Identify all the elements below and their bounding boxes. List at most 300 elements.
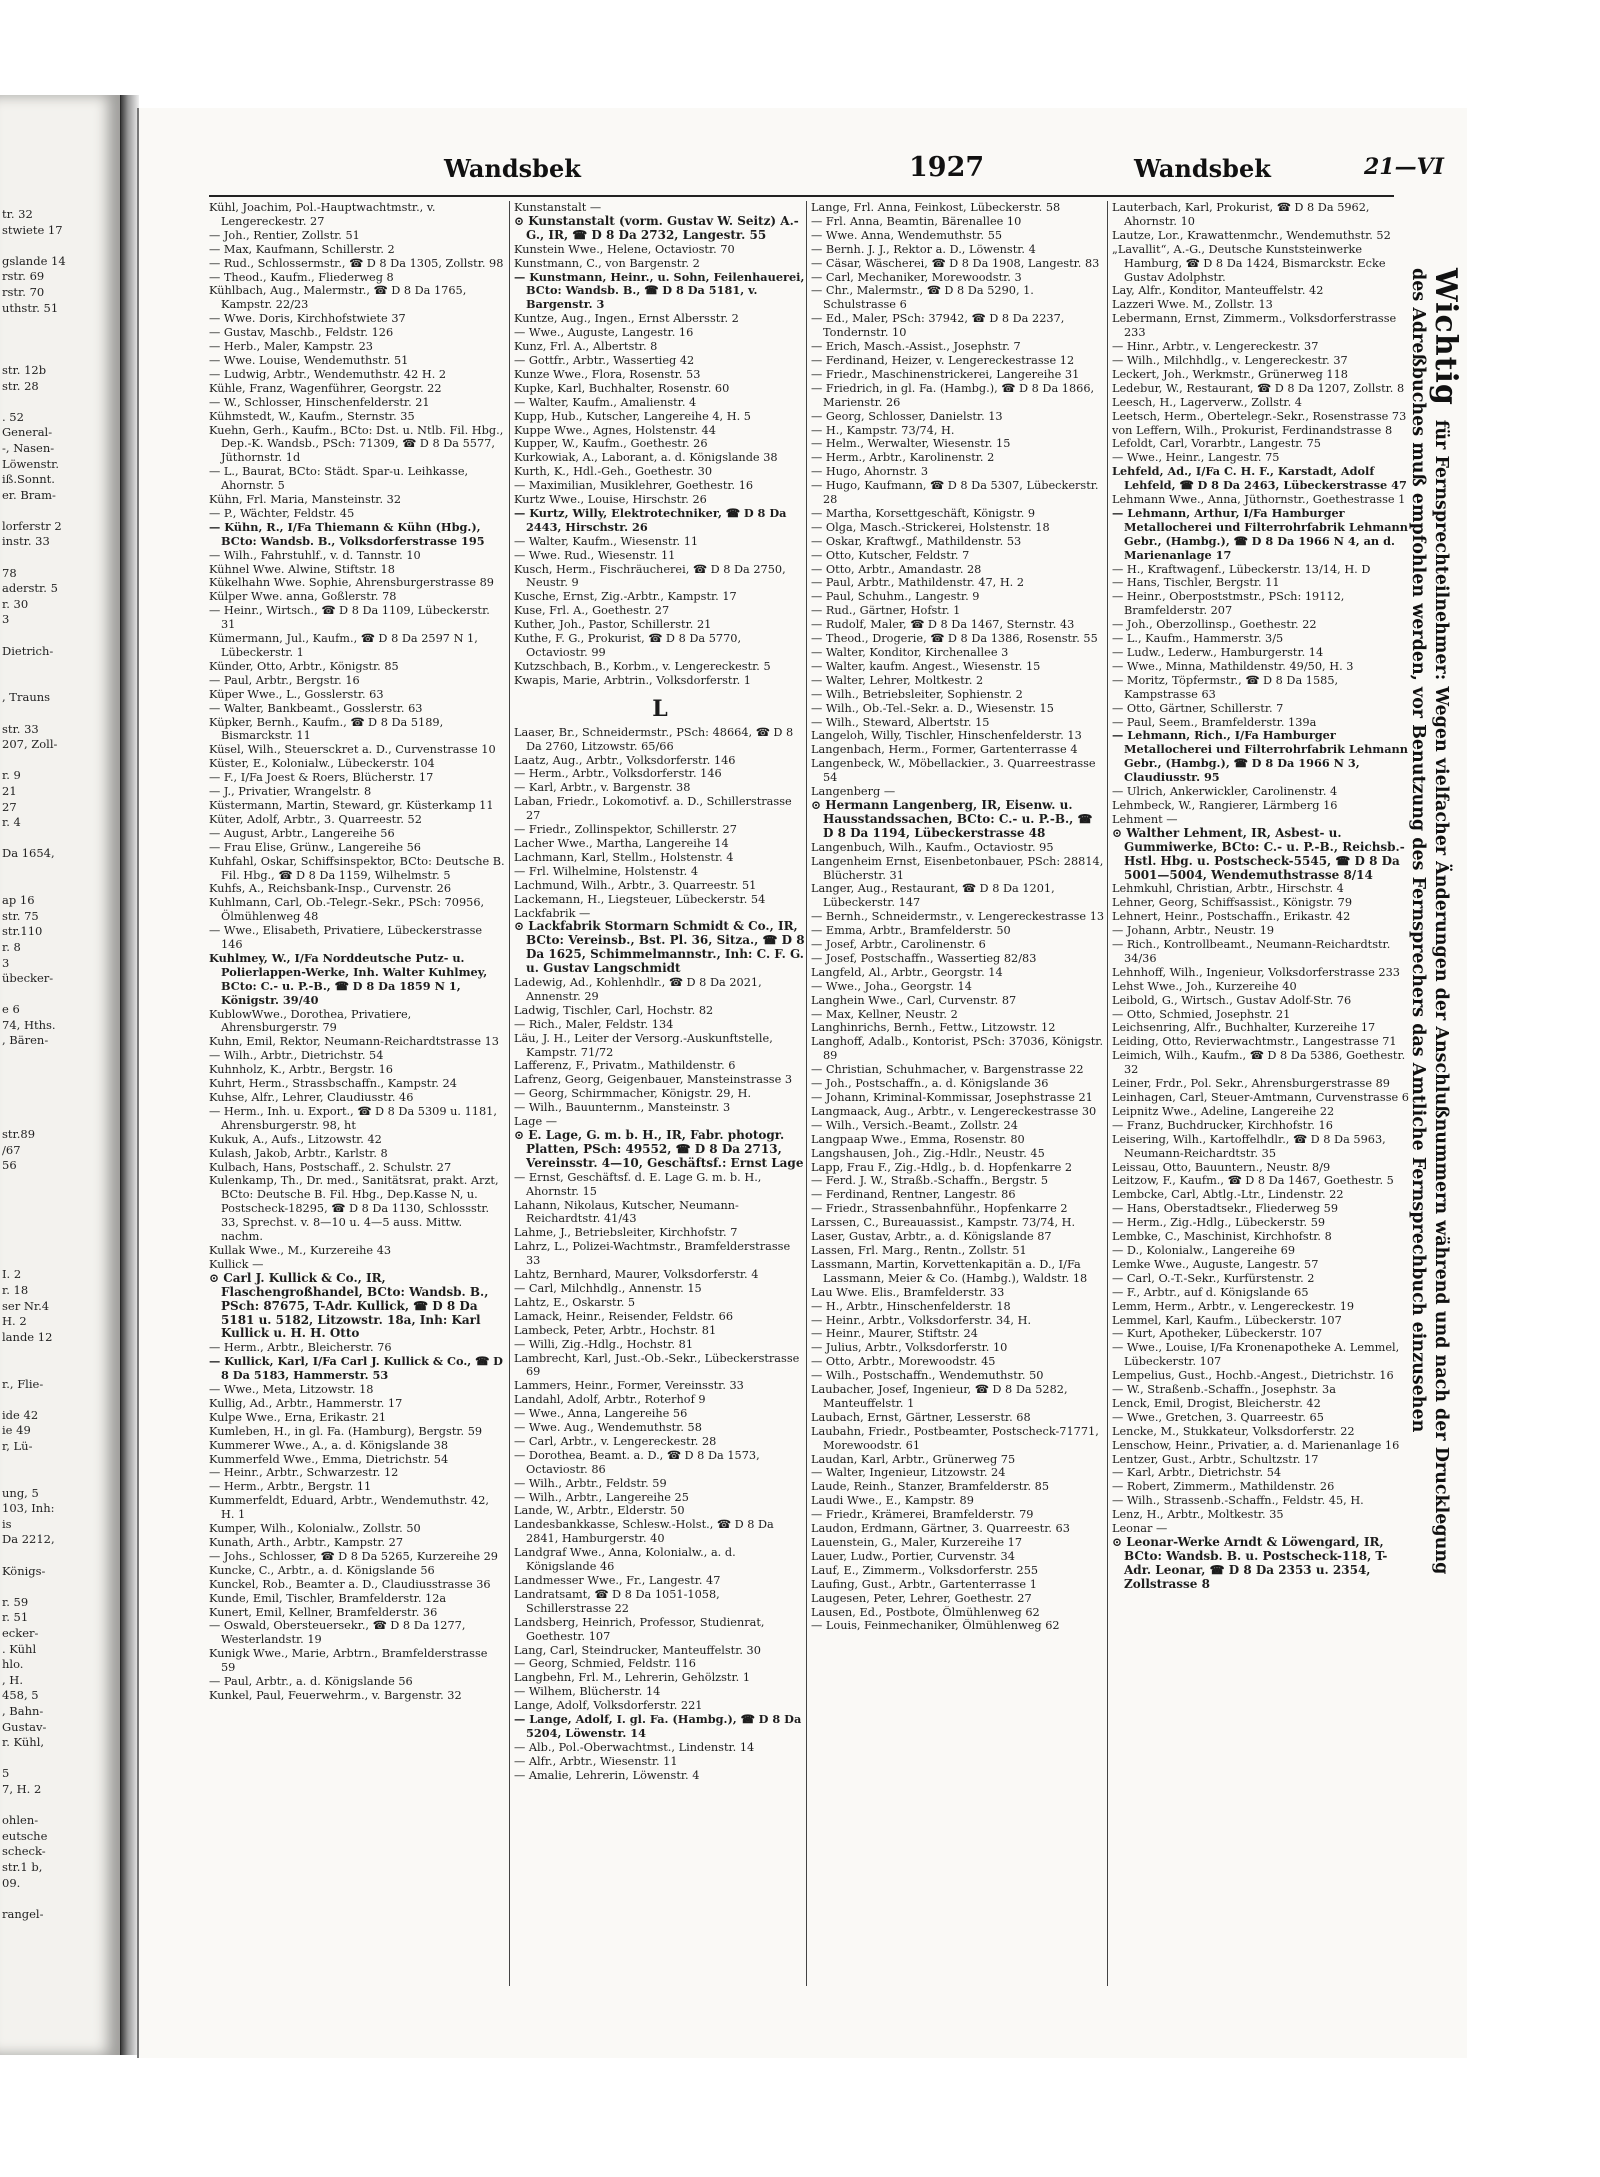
previous-page-line: scheck-	[2, 1844, 46, 1859]
previous-page-line	[0, 1455, 120, 1471]
directory-entry: Lambeck, Peter, Arbtr., Hochstr. 81	[514, 1323, 717, 1337]
directory-entry: — F., Arbtr., auf d. Königslande 65	[1112, 1285, 1309, 1299]
directory-entry: Langeloh, Willy, Tischler, Hinschenfelderstr. 13	[811, 729, 1082, 743]
directory-entry: — Josef, Postschaffn., Wassertieg 82/83	[811, 951, 1037, 965]
directory-entry: Kupke, Karl, Buchhalter, Rosenstr. 60	[514, 381, 730, 395]
directory-entry: — Wwe. Rud., Wiesenstr. 11	[514, 548, 676, 562]
directory-entry: Kulpe Wwe., Erna, Erikastr. 21	[209, 1410, 387, 1424]
previous-page-line	[0, 753, 120, 769]
directory-entry: — L., Kaufm., Hammerstr. 3/5	[1112, 632, 1284, 646]
previous-page-line: str. 12b	[2, 362, 47, 377]
directory-entry: — Wilhem, Blücherstr. 14	[514, 1685, 661, 1699]
directory-entry: Läu, J. H., Leiter der Versorg.-Auskunftstelle, Kampstr. 71/72	[514, 1031, 773, 1059]
directory-entry: Kuther, Joh., Pastor, Schillerstr. 21	[514, 618, 712, 632]
previous-page-line: r. 30	[2, 596, 29, 611]
directory-entry: Küsel, Wilh., Steuersckret a. D., Curvenstrasse 10	[209, 743, 496, 757]
directory-entry: — Otto, Arbtr., Morewoodstr. 45	[811, 1355, 996, 1369]
directory-entry: Kuhnholz, K., Arbtr., Bergstr. 16	[209, 1063, 393, 1077]
directory-entry: — Ed., Maler, PSch: 37942, ☎ D 8 Da 2237, Tondernstr. 10	[811, 312, 1065, 340]
directory-entry: Lau Wwe. Elis., Bramfelderstr. 33	[811, 1285, 1005, 1299]
directory-entry: Lebermann, Ernst, Zimmerm., Volksdorferstrasse 233	[1112, 312, 1397, 340]
firm-entry: ⊙ Leonar-Werke Arndt & Löwengard, IR, BCto: Wandsb. B. u. Postscheck-118, T-Adr. Leonar, ☎ D 8 Da 2353 u. 2354, Zollstrasse 8	[1112, 1536, 1388, 1591]
directory-entry: Lackemann, H., Liegsteuer, Lübeckerstr. 54	[514, 892, 766, 906]
previous-page-line: Königs-	[2, 1563, 46, 1578]
directory-entry: — Kullick, Karl, I/Fa Carl J. Kullick & Co., ☎ D 8 Da 5183, Hammerstr. 53	[209, 1355, 503, 1383]
previous-page-line	[0, 675, 120, 691]
directory-entry: Kuppe Wwe., Agnes, Holstenstr. 44	[514, 423, 716, 437]
directory-entry: — Joh., Postschaffn., a. d. Königslande 36	[811, 1077, 1049, 1091]
directory-entry: Lautze, Lor., Krawattenmchr., Wendemuthstr. 52	[1112, 228, 1391, 242]
directory-entry: — Heinr., Wirtsch., ☎ D 8 Da 1109, Lübeckerstr. 31	[209, 604, 490, 632]
previous-page-line: er. Bram-	[2, 487, 56, 502]
previous-page-line	[0, 1189, 120, 1205]
directory-entry: — Wilh., Arbtr., Dietrichstr. 54	[209, 1049, 384, 1063]
directory-entry: Langenheim Ernst, Eisenbetonbauer, PSch: 28814, Blücherstr. 31	[811, 854, 1104, 882]
directory-entry: Lackfabrik —	[514, 906, 591, 920]
directory-entry: Kummerfeldt, Eduard, Arbtr., Wendemuthstr. 42, H. 1	[209, 1494, 489, 1522]
directory-entry: — August, Arbtr., Langereihe 56	[209, 826, 395, 840]
directory-entry: Kuhlmey, W., I/Fa Norddeutsche Putz- u. Polierlappen-Werke, Inh. Walter Kuhlmey, BCto: C.- u. P.-B., ☎ D 8 Da 1859 N 1, Königstr. 39/40	[209, 951, 488, 1007]
directory-entry: Leiner, Frdr., Pol. Sekr., Ahrensburgerstrasse 89	[1112, 1077, 1390, 1091]
previous-page-line: rstr. 70	[2, 284, 45, 299]
previous-page-line	[0, 831, 120, 847]
firm-entry: ⊙ Walther Lehment, IR, Asbest- u. Gummiwerke, BCto: C.- u. P.-B., Reichsb.-Hstl. Hbg. u. Postscheck-5545, ☎ D 8 Da 5001—5004, Wendemuthstrasse 8/14	[1112, 826, 1405, 882]
directory-entry: Kühmstedt, W., Kaufm., Sternstr. 35	[209, 409, 415, 423]
previous-page-line	[0, 1205, 120, 1221]
previous-page-line: r. 4	[2, 815, 21, 830]
directory-entry: Künder, Otto, Arbtr., Königstr. 85	[209, 659, 399, 673]
firm-entry: ⊙ E. Lage, G. m. b. H., IR, Fabr. photogr. Platten, PSch: 49552, ☎ D 8 Da 2713, Vereinsstr. 4—10, Geschäftsf.: Ernst Lage	[514, 1129, 804, 1170]
directory-entry: Lemm, Herm., Arbtr., v. Lengereckestr. 19	[1112, 1299, 1355, 1313]
previous-page-line: tr. 32	[2, 207, 33, 221]
directory-entry: — Karl, Arbtr., Dietrichstr. 54	[1112, 1466, 1282, 1480]
directory-entry: Langbehn, Frl. M., Lehrerin, Gehölzstr. 1	[514, 1671, 751, 1685]
previous-page-line: Löwenstr.	[2, 456, 60, 471]
previous-page-line: übecker-	[2, 971, 54, 986]
directory-entry: Lemke Wwe., Auguste, Langestr. 57	[1112, 1257, 1319, 1271]
previous-page-line	[0, 332, 120, 348]
previous-page-line: r. 9	[2, 768, 21, 783]
directory-entry: — Walter, Ingenieur, Litzowstr. 24	[811, 1466, 1006, 1480]
directory-entry: Lachmann, Karl, Stellm., Holstenstr. 4	[514, 850, 734, 864]
previous-page-line: e 6	[2, 1002, 20, 1017]
directory-entry: Laaser, Br., Schneidermstr., PSch: 48664, ☎ D 8 Da 2760, Litzowstr. 65/66	[514, 725, 794, 753]
directory-entry: Kunert, Emil, Kellner, Bramfelderstr. 36	[209, 1605, 438, 1619]
directory-entry: Kullak Wwe., M., Kurzereihe 43	[209, 1243, 392, 1257]
directory-entry: Lahrz, L., Polizei-Wachtmstr., Bramfelderstrasse 33	[514, 1240, 791, 1268]
previous-page-line: r., Flie-	[2, 1376, 44, 1391]
directory-entry: Lande, W., Arbtr., Elderstr. 50	[514, 1504, 685, 1518]
directory-entry: Langenberg —	[811, 785, 896, 799]
directory-entry: — Johs., Schlosser, ☎ D 8 Da 5265, Kurzereihe 29	[209, 1549, 498, 1563]
directory-entry: Kümermann, Jul., Kaufm., ☎ D 8 Da 2597 N 1, Lübeckerstr. 1	[209, 632, 478, 659]
previous-page-line: ide 42	[2, 1407, 39, 1422]
directory-entry: Laudi Wwe., E., Kampstr. 89	[811, 1494, 974, 1508]
directory-entry: — Kurtz, Willy, Elektrotechniker, ☎ D 8 Da 2443, Hirschstr. 26	[514, 506, 787, 534]
directory-entry: Kukuk, A., Aufs., Litzowstr. 42	[209, 1132, 382, 1146]
directory-entry: Lehment —	[1112, 812, 1178, 826]
directory-entry: — Chr., Malermstr., ☎ D 8 Da 5290, 1. Schulstrasse 6	[811, 284, 1034, 312]
previous-page-line: , Bahn-	[2, 1704, 44, 1718]
directory-entry: Landesbankkasse, Schlesw.-Holst., ☎ D 8 Da 2841, Hamburgerstr. 40	[514, 1518, 774, 1546]
previous-page-line: , Trauns	[2, 690, 51, 705]
directory-entry: — Herb., Maler, Kampstr. 23	[209, 340, 373, 354]
directory-entry: Kuntze, Aug., Ingen., Ernst Albersstr. 2	[514, 312, 739, 326]
notice-line-1: für Fernsprechteilnehmer: Wegen vielfacher Änderungen der Anschlußnummern während und nach der Drucklegung	[1431, 419, 1451, 1575]
directory-page	[137, 108, 1467, 2058]
directory-entry: Ladewig, Ad., Kohlenhdlr., ☎ D 8 Da 2021, Annenstr. 29	[514, 976, 762, 1003]
directory-entry: — Walter, Lehrer, Moltkestr. 2	[811, 673, 984, 687]
directory-entry: — Karl, Arbtr., v. Bargenstr. 38	[514, 781, 691, 795]
directory-entry: — Ferd. J. W., Straßb.-Schaffn., Bergstr. 5	[811, 1174, 1049, 1188]
wichtig-notice-text	[1407, 268, 1463, 1638]
previous-page-line	[0, 1236, 120, 1252]
directory-entry: Landsberg, Heinrich, Professor, Studienrat, Goethestr. 107	[514, 1615, 765, 1643]
directory-entry: — W., Straßenb.-Schaffn., Josephstr. 3a	[1112, 1383, 1336, 1397]
directory-entry: Kummerer Wwe., A., a. d. Königslande 38	[209, 1438, 449, 1452]
previous-page-line	[0, 1221, 120, 1237]
previous-page-line: Da 2212,	[2, 1532, 55, 1547]
previous-page-line	[0, 347, 120, 363]
directory-entry: Leibold, G., Wirtsch., Gustav Adolf-Str. 76	[1112, 993, 1352, 1007]
previous-page-line: General-	[2, 425, 53, 440]
directory-entry: Lehmbeck, W., Rangierer, Lärmberg 16	[1112, 798, 1338, 812]
directory-entry: — Otto, Gärtner, Schillerstr. 7	[1112, 701, 1284, 715]
previous-page-line	[0, 862, 120, 878]
directory-entry: — Wwe., Auguste, Langestr. 16	[514, 326, 694, 340]
directory-entry: — Hugo, Kaufmann, ☎ D 8 Da 5307, Lübeckerstr. 28	[811, 479, 1099, 507]
directory-entry: Küster, E., Kolonialw., Lübeckerstr. 104	[209, 757, 435, 771]
previous-page-line	[0, 1470, 120, 1486]
directory-entry: — Louis, Feinmechaniker, Ölmühlenweg 62	[811, 1619, 1060, 1633]
directory-entry: Ladwig, Tischler, Carl, Hochstr. 82	[514, 1003, 714, 1017]
previous-page-line: r. 8	[2, 939, 21, 954]
directory-entry: — Wilh., Betriebsleiter, Sophienstr. 2	[811, 687, 1023, 701]
directory-entry: — Wilh., Arbtr., Langereihe 25	[514, 1490, 689, 1504]
directory-entry: — Cäsar, Wäscherei, ☎ D 8 Da 1908, Langestr. 83	[811, 256, 1100, 270]
directory-entry: — Alb., Pol.-Oberwachtmst., Lindenstr. 14	[514, 1740, 755, 1754]
directory-entry: — Ferdinand, Rentner, Langestr. 86	[811, 1188, 1016, 1202]
directory-entry: — Wwe., Anna, Langereihe 56	[514, 1407, 688, 1421]
directory-entry: Leetsch, Herm., Obertelegr.-Sekr., Rosenstrasse 73	[1112, 409, 1407, 423]
directory-entry: Kunckel, Rob., Beamter a. D., Claudiusstrasse 36	[209, 1577, 491, 1591]
previous-page-line: 103, Inh:	[2, 1501, 55, 1516]
directory-entry: Lage —	[514, 1115, 558, 1129]
directory-entry: — Georg, Schlosser, Danielstr. 13	[811, 409, 1003, 423]
previous-page-line: 207, Zoll-	[2, 737, 58, 752]
directory-entry: Lange, Frl. Anna, Feinkost, Lübeckerstr. 58	[811, 201, 1061, 214]
previous-page-line: str. 75	[2, 908, 39, 923]
firm-entry: ⊙ Carl J. Kullick & Co., IR, Flaschengroßhandel, BCto: Wandsb. B., PSch: 87675, T-Adr. Kullick, ☎ D 8 Da 5181 u. 5182, Litzowstr. 18a, Inh: Karl Kullick u. H. H. Otto	[209, 1271, 489, 1341]
directory-entry: Lehner, Georg, Schiffsassist., Königstr. 79	[1112, 896, 1353, 910]
previous-page-line	[0, 550, 120, 566]
directory-entry: — Christian, Schuhmacher, v. Bargenstrasse 22	[811, 1063, 1084, 1077]
directory-entry: — Maximilian, Musiklehrer, Goethestr. 16	[514, 479, 754, 493]
directory-entry: — Wwe., Louise, I/Fa Kronenapotheke A. Lemmel, Lübeckerstr. 107	[1112, 1341, 1400, 1369]
directory-entry: — Dorothea, Beamt. a. D., ☎ D 8 Da 1573, Octaviostr. 86	[514, 1448, 760, 1476]
directory-entry: Kulenkamp, Th., Dr. med., Sanitätsrat, prakt. Arzt, BCto: Deutsche B. Fil. Hbg., Dep.Kasse N, u. Postscheck-18295, ☎ D 8 Da 1130, Schlossstr. 33, Sprechst. v. 8—10 u. 4—5 auss. Mittw. nachm.	[209, 1174, 499, 1244]
directory-entry: Lafferenz, F., Privatm., Mathildenstr. 6	[514, 1059, 736, 1073]
previous-page-line: rstr. 69	[2, 269, 45, 284]
previous-page-line	[0, 1252, 120, 1268]
directory-entry: — Wilh., Strassenb.-Schaffn., Feldstr. 45, H.	[1112, 1494, 1364, 1508]
directory-entry: Laugesen, Peter, Lehrer, Goethestr. 27	[811, 1591, 1032, 1605]
firm-entry: ⊙ Hermann Langenberg, IR, Eisenw. u. Hausstandssachen, BCto: C.- u. P.-B., ☎ D 8 Da 1194, Lübeckerstrasse 48	[811, 798, 1093, 840]
previous-page-line: ecker-	[2, 1626, 39, 1641]
directory-entry: — P., Wächter, Feldstr. 45	[209, 506, 355, 520]
previous-page-line: is	[2, 1516, 12, 1531]
directory-entry: Leckert, Joh., Werkmstr., Grünerweg 118	[1112, 367, 1348, 381]
directory-entry: — Wwe., Heinr., Langestr. 75	[1112, 451, 1280, 465]
previous-page-line	[0, 1361, 120, 1377]
directory-entry: Lencke, M., Stukkateur, Volksdorferstr. 22	[1112, 1424, 1355, 1438]
directory-entry: Kutzschbach, B., Korbm., v. Lengereckestr. 5	[514, 659, 771, 673]
previous-page-line: 3	[2, 612, 10, 627]
directory-entry: Ledebur, W., Restaurant, ☎ D 8 Da 1207, Zollstr. 8	[1112, 381, 1405, 395]
previous-page-line	[0, 659, 120, 675]
directory-entry: — Wilh., Steward, Albertstr. 15	[811, 715, 990, 729]
directory-entry: — Wilh., Fahrstuhlf., v. d. Tannstr. 10	[209, 548, 421, 562]
directory-entry: — Hans, Oberstadtsekr., Fliederweg 59	[1112, 1202, 1339, 1216]
previous-page-line	[0, 1579, 120, 1595]
directory-entry: Kuhfahl, Oskar, Schiffsinspektor, BCto: Deutsche B. Fil. Hbg., ☎ D 8 Da 1159, Wilhelmstr. 5	[209, 854, 505, 882]
directory-entry: — Wilh., Milchhdlg., v. Lengereckestr. 37	[1112, 353, 1348, 367]
directory-entry: Leimich, Wilh., Kaufm., ☎ D 8 Da 5386, Goethestr. 32	[1112, 1049, 1406, 1077]
previous-page-text	[0, 95, 120, 1922]
directory-entry: Kunze Wwe., Flora, Rosenstr. 53	[514, 367, 701, 381]
directory-entry: Leissau, Otto, Bauuntern., Neustr. 8/9	[1112, 1160, 1331, 1174]
directory-entry: Kunde, Emil, Tischler, Bramfelderstr. 12a	[209, 1591, 447, 1605]
directory-entry: Kühle, Franz, Wagenführer, Georgstr. 22	[209, 381, 442, 395]
directory-entry: — Kühn, R., I/Fa Thiemann & Kühn (Hbg.), BCto: Wandsb. B., Volksdorferstrasse 195	[209, 520, 485, 548]
previous-page-line: str. 28	[2, 378, 39, 393]
previous-page-line: lande 12	[2, 1329, 53, 1344]
previous-page-line: lorferstr 2	[2, 518, 62, 533]
directory-entry: von Leffern, Wilh., Prokurist, Ferdinandstrasse 8	[1112, 423, 1393, 437]
directory-entry: Leisering, Wilh., Kartoffelhdlr., ☎ D 8 Da 5963, Neumann-Reichardtstr. 35	[1112, 1132, 1386, 1160]
directory-entry: Kumper, Wilh., Kolonialw., Zollstr. 50	[209, 1522, 421, 1536]
directory-entry: Kurtz Wwe., Louise, Hirschstr. 26	[514, 493, 707, 507]
directory-entry: Lehmkuhl, Christian, Arbtr., Hirschstr. 4	[1112, 882, 1344, 896]
directory-entry: Lehnhoff, Wilh., Ingenieur, Volksdorferstrasse 233	[1112, 965, 1400, 979]
previous-page-line	[0, 503, 120, 519]
previous-page-line: -, Nasen-	[2, 440, 55, 455]
directory-entry: — Amalie, Lehrerin, Löwenstr. 4	[514, 1768, 700, 1782]
directory-entry: — Oswald, Obersteuersekr., ☎ D 8 Da 1277, Westerlandstr. 19	[209, 1619, 466, 1647]
directory-entry: — Heinr., Maurer, Stiftstr. 24	[811, 1327, 978, 1341]
directory-entry: Lauer, Ludw., Portier, Curvenstr. 34	[811, 1549, 1015, 1563]
previous-page-line	[0, 394, 120, 410]
directory-entry: Lehfeld, Ad., I/Fa C. H. F., Karstadt, Adolf Lehfeld, ☎ D 8 Da 2463, Lübeckerstrasse 47	[1112, 465, 1407, 493]
directory-entry: — Friedr., Krämerei, Bramfelderstr. 79	[811, 1508, 1034, 1522]
directory-entry: Külper Wwe. anna, Goßlerstr. 78	[209, 590, 397, 604]
previous-page-line: 56	[2, 1158, 17, 1173]
directory-entry: Kühl, Joachim, Pol.-Hauptwachtmstr., v. Lengereckestr. 27	[209, 201, 436, 228]
directory-entry: — Helm., Werwalter, Wiesenstr. 15	[811, 437, 1011, 451]
previous-page-line: 5	[2, 1766, 10, 1781]
directory-entry: Lammers, Heinr., Former, Vereinsstr. 33	[514, 1379, 744, 1393]
directory-entry: — Georg, Schirmmacher, Königstr. 29, H.	[514, 1087, 752, 1101]
directory-entry: Langhoff, Adalb., Kontorist, PSch: 37036, Königstr. 89	[811, 1035, 1104, 1063]
previous-page-line: , Bären-	[2, 1033, 49, 1048]
directory-entry: — Otto, Schmied, Josephstr. 21	[1112, 1007, 1291, 1021]
directory-entry: Kühnel Wwe. Alwine, Stiftstr. 18	[209, 562, 395, 576]
directory-entry: Kunz, Frl. A., Albertstr. 8	[514, 340, 658, 354]
directory-entry: — Paul, Arbtr., a. d. Königslande 56	[209, 1675, 413, 1689]
directory-entry: Lehst Wwe., Joh., Kurzereihe 40	[1112, 979, 1297, 993]
directory-entry: Lacher Wwe., Martha, Langereihe 14	[514, 836, 729, 850]
directory-entry: — Wilh., Ob.-Tel.-Sekr. a. D., Wiesenstr. 15	[811, 701, 1054, 715]
directory-entry: Lambrecht, Karl, Just.-Ob.-Sekr., Lübeckerstrasse 69	[514, 1351, 800, 1379]
directory-entry: Lahann, Nikolaus, Kutscher, Neumann-Reichardtstr. 41/43	[514, 1198, 739, 1226]
directory-entry: Lemmel, Karl, Kaufm., Lübeckerstr. 107	[1112, 1313, 1342, 1327]
directory-entry: — Bernh., Schneidermstr., v. Lengereckestrasse 13	[811, 910, 1105, 924]
directory-entry: Leichsenring, Alfr., Buchhalter, Kurzereihe 17	[1112, 1021, 1376, 1035]
previous-page-line: . Kühl	[2, 1641, 37, 1656]
directory-entry: Lay, Alfr., Konditor, Manteuffelstr. 42	[1112, 284, 1324, 298]
directory-entry: — Walter, kaufm. Angest., Wiesenstr. 15	[811, 659, 1041, 673]
directory-entry: Kummerfeld Wwe., Emma, Dietrichstr. 54	[209, 1452, 449, 1466]
directory-entry: — Wwe. Anna, Wendemuthstr. 55	[811, 228, 1003, 242]
directory-entry: — Frl. Wilhelmine, Holstenstr. 4	[514, 864, 699, 878]
directory-entry: Lenschow, Heinr., Privatier, a. d. Marienanlage 16	[1112, 1438, 1400, 1452]
directory-entry: — Rich., Kontrollbeamt., Neumann-Reichardtstr. 34/36	[1112, 938, 1391, 965]
directory-entry: — Hinr., Arbtr., v. Lengereckestr. 37	[1112, 340, 1319, 354]
directory-entry: — Wwe., Gretchen, 3. Quarreestr. 65	[1112, 1410, 1324, 1424]
directory-entry: — Rich., Maler, Feldstr. 134	[514, 1017, 674, 1031]
directory-entry: — Joh., Rentier, Zollstr. 51	[209, 228, 360, 242]
directory-entry: — Georg, Schmied, Feldstr. 116	[514, 1657, 696, 1671]
previous-page-line: eutsche	[2, 1828, 48, 1843]
directory-entry: — Theod., Kaufm., Fliederweg 8	[209, 270, 394, 284]
directory-entry: — Herm., Arbtr., Bleicherstr. 76	[209, 1341, 392, 1355]
previous-page-line	[0, 706, 120, 722]
directory-entry: Lenck, Emil, Drogist, Bleicherstr. 42	[1112, 1396, 1321, 1410]
directory-entry: Leiding, Otto, Revierwachtmstr., Langestrasse 71	[1112, 1035, 1397, 1049]
previous-page-line: . 52	[2, 409, 24, 424]
directory-entry: — Emma, Arbtr., Bramfelderstr. 50	[811, 924, 1011, 938]
directory-entry: Leonar —	[1112, 1522, 1168, 1536]
directory-entry: — Carl, Mechaniker, Morewoodstr. 3	[811, 270, 1022, 284]
directory-entry: Laudon, Erdmann, Gärtner, 3. Quarreestr. 63	[811, 1522, 1070, 1536]
directory-entry: Laatz, Aug., Arbtr., Volksdorferstr. 146	[514, 753, 736, 767]
directory-entry: — Carl, O.-T.-Sekr., Kurfürstenstr. 2	[1112, 1271, 1315, 1285]
directory-entry: — D., Kolonialw., Langereihe 69	[1112, 1243, 1296, 1257]
directory-entry: Kullig, Ad., Arbtr., Hammerstr. 17	[209, 1396, 403, 1410]
directory-entry: — Wilh., Postschaffn., Wendemuthstr. 50	[811, 1369, 1044, 1383]
directory-entry: Lehmann Wwe., Anna, Jüthornstr., Goethestrasse 1	[1112, 493, 1406, 507]
directory-entry: Lahme, J., Betriebsleiter, Kirchhofstr. 7	[514, 1226, 738, 1240]
header-year: 1927	[909, 152, 985, 183]
directory-entry: Kühn, Frl. Maria, Mansteinstr. 32	[209, 493, 402, 507]
directory-entry: — Erich, Masch.-Assist., Josephstr. 7	[811, 340, 1021, 354]
directory-entry: Kuhfs, A., Reichsbank-Insp., Curvenstr. 26	[209, 882, 452, 896]
directory-entry: — Herm., Arbtr., Karolinenstr. 2	[811, 451, 995, 465]
directory-entry: Langer, Aug., Restaurant, ☎ D 8 Da 1201, Lübeckerstr. 147	[811, 882, 1055, 910]
header-center-title: Wandsbek	[1134, 154, 1271, 183]
directory-entry: Lausen, Ed., Postbote, Ölmühlenweg 62	[811, 1605, 1040, 1619]
previous-page-line: r. 51	[2, 1610, 29, 1625]
directory-entry: Landratsamt, ☎ D 8 Da 1051-1058, Schillerstrasse 22	[514, 1587, 720, 1615]
notice-title: Wichtig	[1428, 268, 1463, 406]
directory-entry: — H., Kampstr. 73/74, H.	[811, 423, 955, 437]
directory-entry: — Julius, Arbtr., Volksdorferstr. 10	[811, 1341, 1008, 1355]
directory-entry: — Bernh. J. J., Rektor a. D., Löwenstr. 4	[811, 242, 1036, 256]
directory-entry: — Ferdinand, Heizer, v. Lengereckestrasse 12	[811, 353, 1075, 367]
directory-entry: Lahtz, Bernhard, Maurer, Volksdorferstr. 4	[514, 1268, 759, 1282]
directory-entry: Laser, Gustav, Arbtr., a. d. Königslande 87	[811, 1230, 1052, 1244]
directory-entry: Lempelius, Gust., Hochb.-Angest., Dietrichstr. 16	[1112, 1369, 1394, 1383]
directory-entry: — Wilh., Arbtr., Feldstr. 59	[514, 1476, 667, 1490]
directory-entry: Kunstmann, C., von Bargenstr. 2	[514, 256, 700, 270]
previous-page-line: 7, H. 2	[2, 1781, 42, 1796]
directory-entry: Kuhse, Alfr., Lehrer, Claudiusstr. 46	[209, 1091, 414, 1104]
firm-entry: ⊙ Kunstanstalt (vorm. Gustav W. Seitz) A.-G., IR, ☎ D 8 Da 2732, Langestr. 55	[514, 214, 799, 242]
directory-entry: Kunstanstalt —	[514, 201, 602, 214]
directory-entry: Lange, Adolf, Volksdorferstr. 221	[514, 1699, 703, 1713]
directory-entry: Leipnitz Wwe., Adeline, Langereihe 22	[1112, 1104, 1335, 1118]
directory-entry: Laufing, Gust., Arbtr., Gartenterrasse 1	[811, 1577, 1037, 1591]
notice-line-2: des Adreßbuches muß empfohlen werden, vor Benutzung des Fernsprechers das Amtliche Fernsprechbuch einzusehen	[1408, 268, 1428, 1433]
directory-entry: — Herm., Inh. u. Export., ☎ D 8 Da 5309 u. 1181, Ahrensburgerstr. 98, ht	[209, 1104, 497, 1132]
previous-page-line: ap 16	[2, 893, 35, 908]
previous-page-line: 74, Hths.	[2, 1017, 56, 1032]
directory-entry: — Robert, Zimmerm., Mathildenstr. 26	[1112, 1480, 1335, 1494]
directory-entry: — Frl. Anna, Beamtin, Bärenallee 10	[811, 214, 1022, 228]
previous-page-line	[0, 1345, 120, 1361]
directory-entry: — Moritz, Töpfermstr., ☎ D 8 Da 1585, Kampstrasse 63	[1112, 673, 1339, 701]
previous-page-line	[0, 1548, 120, 1564]
directory-entry: — Paul, Schuhm., Langestr. 9	[811, 590, 980, 604]
directory-entry: — Lehmann, Rich., I/Fa Hamburger Metallocherei und Filterrohrfabrik Lehmann Gebr., (Hambg.), ☎ D 8 Da 1966 N 3, Claudiusstr. 95	[1112, 729, 1408, 785]
previous-page-line: aderstr. 5	[2, 581, 58, 596]
previous-page-line: uthstr. 51	[2, 300, 59, 315]
previous-page-line: r. 18	[2, 1282, 29, 1297]
previous-page-line: , H.	[2, 1672, 23, 1687]
previous-page-line: H. 2	[2, 1314, 27, 1329]
directory-entry: — Heinr., Oberpoststmstr., PSch: 19112, Bramfelderstr. 207	[1112, 590, 1345, 618]
directory-entry: Lahtz, E., Oskarstr. 5	[514, 1295, 636, 1309]
directory-entry: Lauf, E., Zimmerm., Volksdorferstr. 255	[811, 1563, 1039, 1577]
directory-entry: — Max, Kellner, Neustr. 2	[811, 1007, 958, 1021]
previous-page-line	[0, 1798, 120, 1814]
directory-entry: — Max, Kaufmann, Schillerstr. 2	[209, 242, 395, 256]
directory-entry: — Rud., Gärtner, Hofstr. 1	[811, 604, 961, 618]
previous-page-line: 78	[2, 565, 17, 580]
directory-entry: — Walter, Bankbeamt., Gosslerstr. 63	[209, 701, 423, 715]
directory-entry: Kuncke, C., Arbtr., a. d. Königslande 56	[209, 1563, 435, 1577]
directory-entry: — Otto, Kutscher, Feldstr. 7	[811, 548, 970, 562]
header-rule	[209, 195, 1394, 197]
directory-entry: Lauenstein, G., Maler, Kurzereihe 17	[811, 1536, 1023, 1549]
directory-entry: Lentzer, Gust., Arbtr., Schultzstr. 17	[1112, 1452, 1319, 1466]
directory-entry: Kuehn, Gerh., Kaufm., BCto: Dst. u. Ntlb. Fil. Hbg., Dep.-K. Wandsb., PSch: 71309, ☎ D 8 Da 5577, Jüthornstr. 1d	[209, 423, 504, 465]
directory-entry: — Wwe., Meta, Litzowstr. 18	[209, 1383, 374, 1397]
directory-entry: Kunkel, Paul, Feuerwehrm., v. Bargenstr. 32	[209, 1688, 462, 1702]
previous-page-line: str. 33	[2, 721, 39, 736]
previous-page-line	[0, 1049, 120, 1065]
directory-column-1	[209, 201, 505, 1986]
directory-entry: — Lehmann, Arthur, I/Fa Hamburger Metallocherei und Filterrohrfabrik Lehmann Gebr., (Hambg.), ☎ D 8 Da 1966 N 4, an d. Marienanlage 17	[1112, 506, 1408, 562]
previous-page-line: I. 2	[2, 1267, 22, 1282]
directory-entry: Kusch, Herm., Fischräucherei, ☎ D 8 Da 2750, Neustr. 9	[514, 562, 786, 590]
directory-entry: Kulash, Jakob, Arbtr., Karlstr. 8	[209, 1146, 388, 1160]
directory-entry: — Rud., Schlossermstr., ☎ D 8 Da 1305, Zollstr. 98	[209, 256, 504, 270]
previous-page-line: 21	[2, 783, 17, 798]
directory-entry: Kuhn, Emil, Rektor, Neumann-Reichardtstrasse 13	[209, 1035, 499, 1049]
previous-page-line: /67	[2, 1142, 21, 1157]
directory-entry: Kurkowiak, A., Laborant, a. d. Königslande 38	[514, 451, 778, 465]
